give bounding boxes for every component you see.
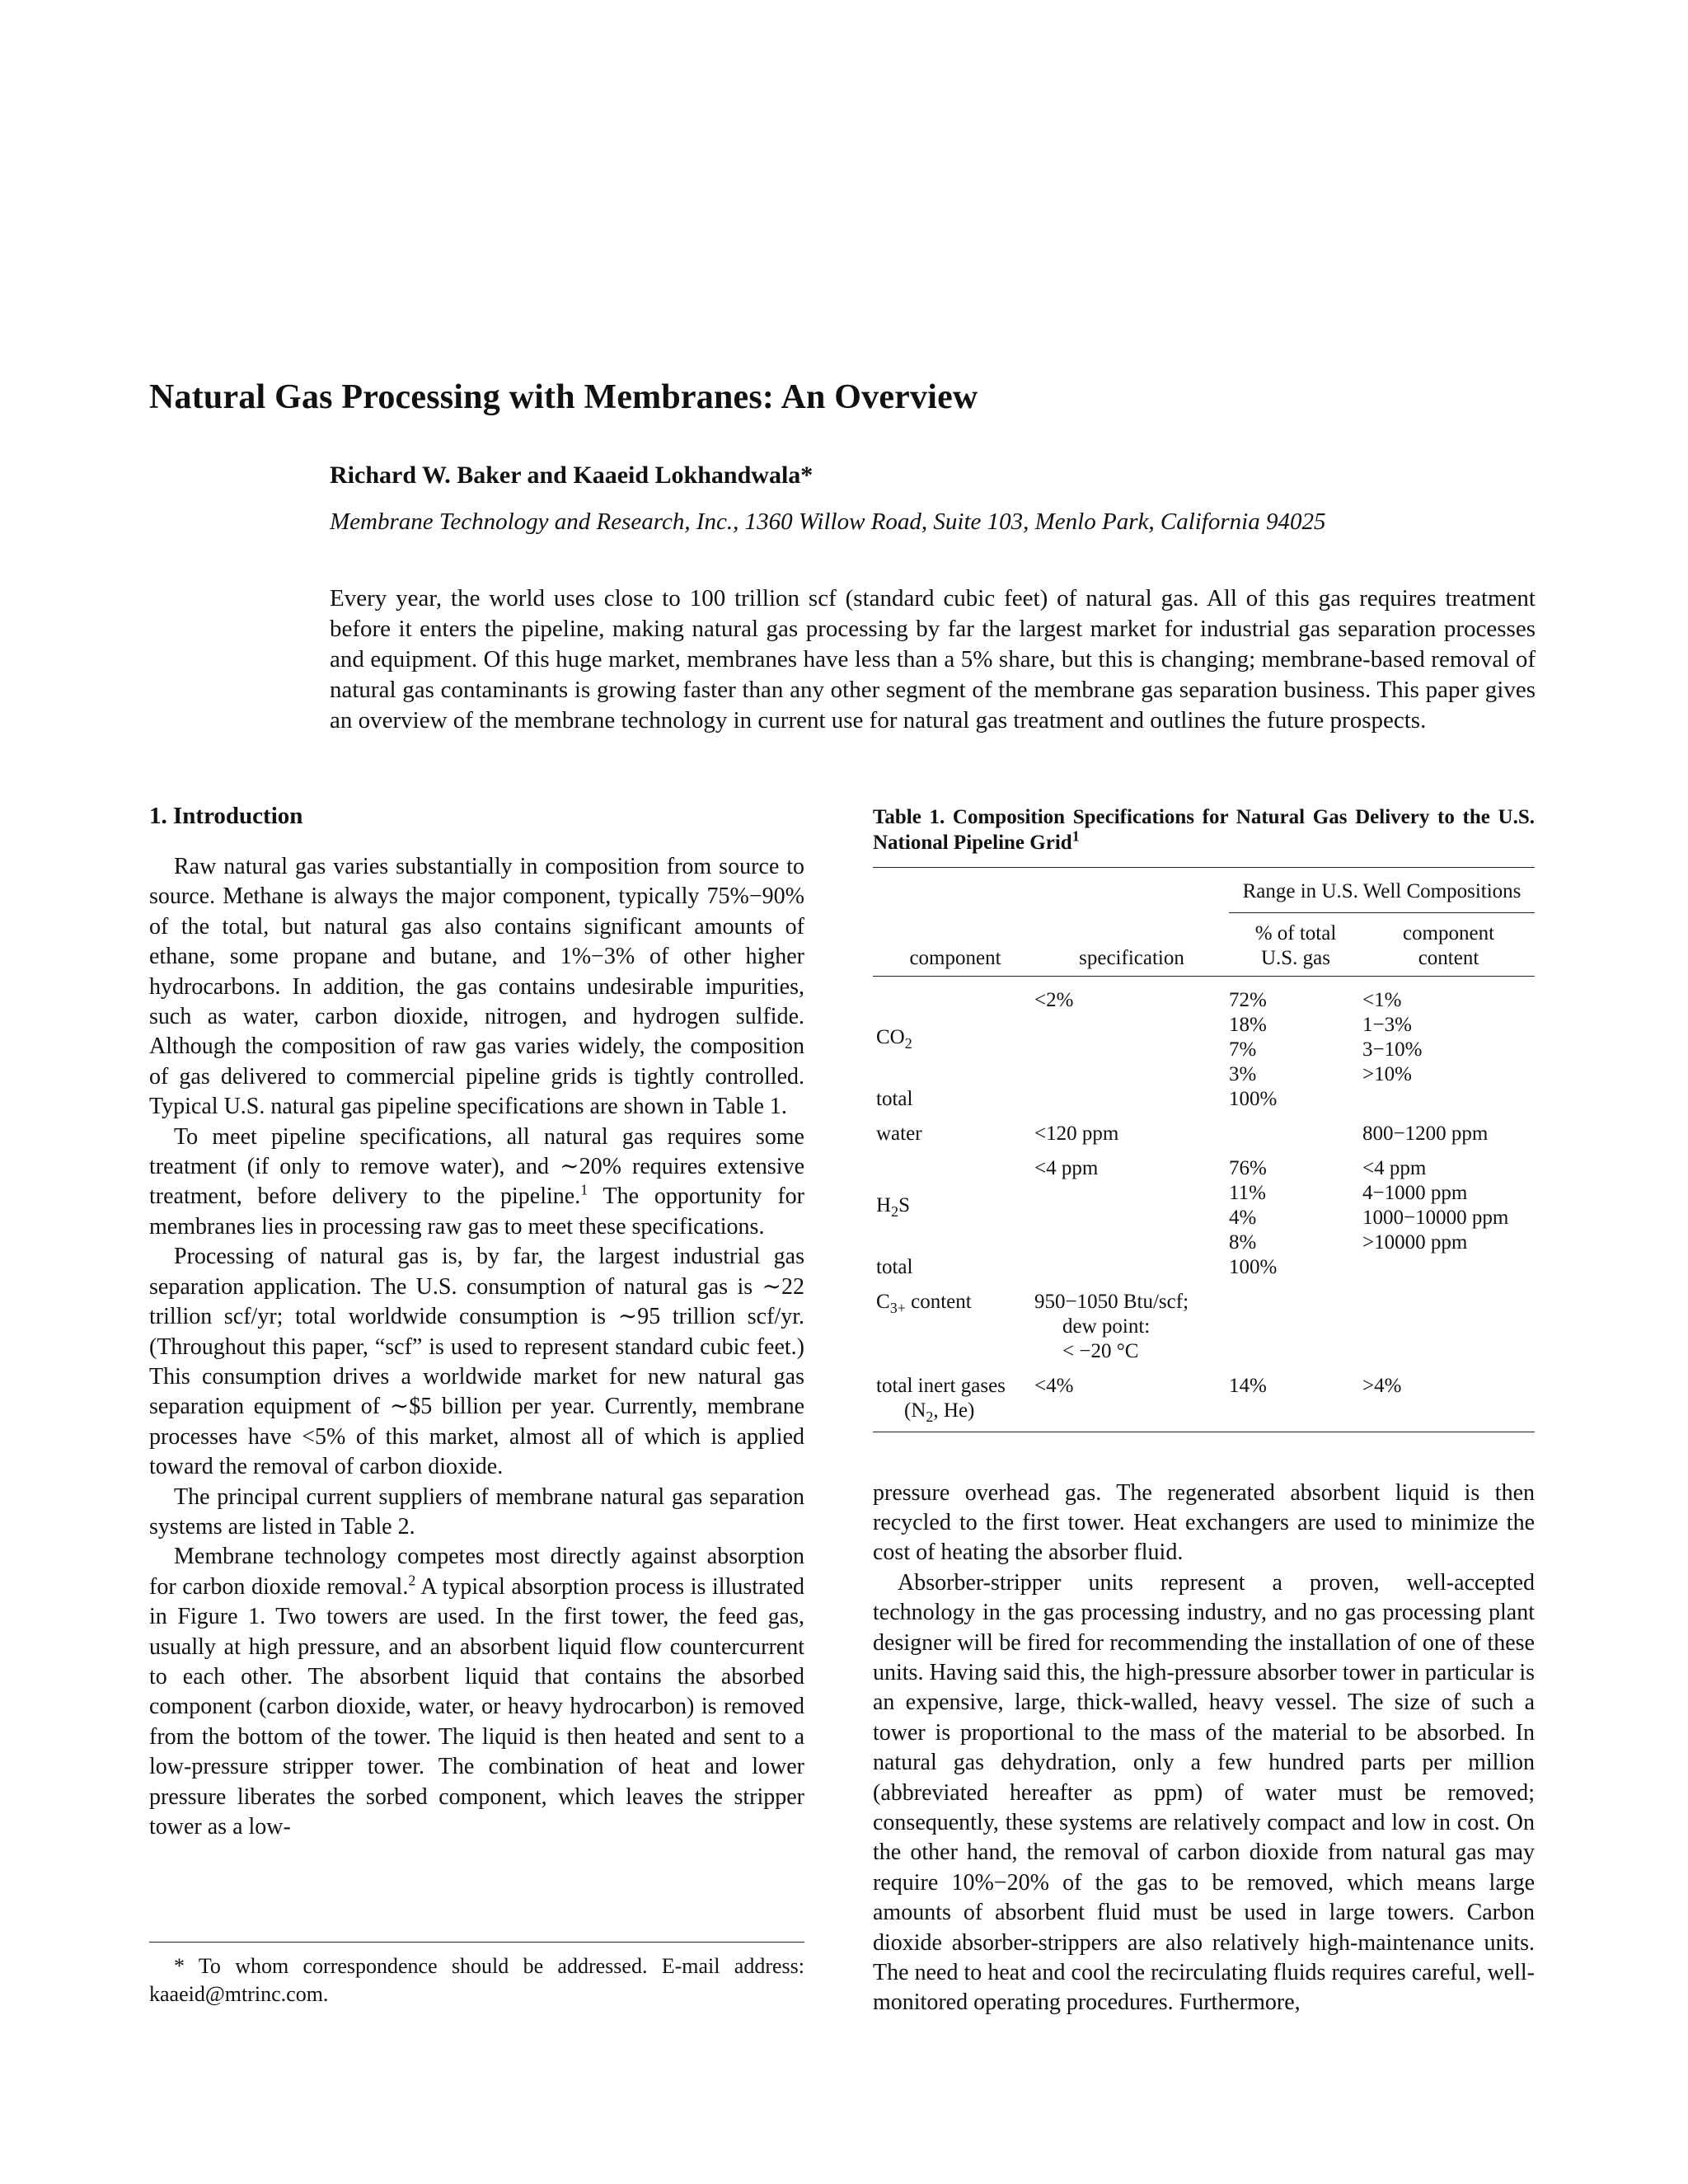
c3-label-text: C (876, 1290, 890, 1313)
table-col-header-specification: specification (1079, 947, 1184, 969)
h2s-label (873, 1146, 1034, 1255)
intro-paragraph-1: Raw natural gas varies substantially in composition from source to source. Methane is always the major component, typically 75%−90% of the total, but natural gas also contains significant amounts of ethane, some propane and butane, and 1%−3% of other higher hydrocarbons. In addition, the gas contains undesirable impurities, such as water, carbon dioxide, nitrogen, and hydrogen sulfide. Although the composition of raw gas varies widely, the composition of gas delivered to commercial pipeline grids is tightly controlled. Typical U.S. natural gas pipeline specifications are shown in Table 1. (149, 854, 804, 1120)
inert-label-line2-subscript: 2 (926, 1408, 934, 1425)
co2-label-text: CO (876, 1025, 905, 1048)
h2s-pct-4: 8% (1229, 1230, 1257, 1254)
inert-label-line2-a: (N (904, 1399, 926, 1422)
table-col-header-content-line2: content (1418, 947, 1479, 969)
reference-marker[interactable]: 1 (580, 1182, 588, 1199)
table-header-cell (873, 868, 1034, 913)
co2-total-label: total (876, 1087, 913, 1110)
table-empty-cell (1362, 1255, 1535, 1280)
co2-pct-3: 7% (1229, 1038, 1257, 1061)
water-spec: <120 ppm (1034, 1122, 1119, 1145)
c3-label (873, 1280, 1034, 1364)
footnote-divider (149, 1942, 804, 1943)
table-1-caption (873, 804, 1535, 855)
table-col-header-component: component (909, 947, 1001, 969)
co2-content-values (1362, 988, 1535, 1087)
abstract: Every year, the world uses close to 100 trillion scf (standard cubic feet) of natural gas. All of this gas requires treatment before it enters the pipeline, making natural gas processing by far the largest market for industrial gas separation processes and equipment. Of this huge market, membranes have less than a 5% share, but this is changing; membrane-based removal of natural gas contaminants is growing faster than any other segment of the membrane gas separation business. This paper gives an overview of the membrane technology in current use for natural gas treatment and outlines the future prospects. (330, 585, 1536, 733)
table-col-header-pct-line2: U.S. gas (1260, 947, 1331, 969)
table-row-h2s (873, 1146, 1535, 1255)
intro-paragraph-5-text: Membrane technology competes most directly against absorption for carbon dioxide removal. (149, 1544, 804, 1600)
inert-label (873, 1364, 1034, 1432)
h2s-label-text: H (876, 1193, 892, 1216)
h2s-pct-1: 76% (1229, 1156, 1267, 1179)
intro-paragraph-2-text: To meet pipeline specifications, all natural gas requires some treatment (if only to remove water), and ∼20% requires extensive treatment, before delivery to the pipeline. (149, 1123, 804, 1210)
inert-content: >4% (1362, 1374, 1402, 1397)
right-column (873, 804, 1535, 2018)
inert-label-line1: total inert gases (876, 1374, 1006, 1397)
table-empty-cell (1034, 1087, 1229, 1112)
inert-pct: 14% (1229, 1374, 1267, 1397)
table-row-inert (873, 1364, 1535, 1432)
h2s-content-values (1362, 1146, 1535, 1255)
co2-content-3: 3−10% (1362, 1038, 1423, 1061)
table-col-header-content-line1: component (1402, 922, 1495, 944)
table-row-c3 (873, 1280, 1535, 1364)
table-col-header-pct-line1: % of total (1254, 922, 1337, 944)
h2s-total-pct: 100% (1229, 1255, 1278, 1278)
table-1-caption-text: Table 1. Composition Specifications for Natural Gas Delivery to the U.S. National Pipeline Grid (873, 806, 1535, 854)
h2s-content-1: <4 ppm (1362, 1156, 1427, 1179)
intro-paragraph-3: Processing of natural gas is, by far, the largest industrial gas separation application. The U.S. consumption of natural gas is ∼22 trillion scf/yr; total worldwide consumption is ∼95 trillion scf/yr. (Throughout this paper, “scf” is used to represent standard cubic feet.) This consumption drives a worldwide market for new natural gas separation equipment of ∼$5 billion per year. Currently, membrane processes have <5% of this market, almost all of which is applied toward the removal of carbon dioxide. (149, 1244, 804, 1480)
intro-paragraph-5-text-cont: A typical absorption process is illustrated in Figure 1. Two towers are used. In the first tower, the feed gas, usually at high pressure, and an absorbent liquid flow countercurrent to each other. The absorbent liquid that contains the absorbed component (carbon dioxide, water, or heavy hydrocarbon) is removed from the bottom of the tower. The liquid is then heated and sent to a low-pressure stripper tower. The combination of heat and lower pressure liberates the sorbed component, which leaves the stripper tower as a low- (149, 1573, 805, 1840)
h2s-pct-3: 4% (1229, 1206, 1257, 1229)
table-empty-cell (1362, 1087, 1535, 1112)
table-group-header: Range in U.S. Well Compositions (1229, 868, 1535, 913)
table-empty-cell (1362, 1280, 1535, 1364)
water-label: water (876, 1122, 922, 1145)
author-list: Richard W. Baker and Kaaeid Lokhandwala* (330, 462, 814, 489)
h2s-label-subscript: 2 (891, 1202, 899, 1220)
co2-total-pct: 100% (1229, 1087, 1278, 1110)
table-col-header-pct (1229, 913, 1362, 977)
co2-label-subscript: 2 (904, 1034, 912, 1052)
h2s-pct-values (1229, 1146, 1362, 1255)
c3-spec-line3: < −20 °C (1062, 1339, 1139, 1362)
inert-label-line2 (876, 1399, 1034, 1423)
left-column (149, 801, 804, 1842)
c3-spec-line1: 950−1050 Btu/scf; (1034, 1290, 1189, 1313)
reference-marker[interactable]: 1 (1071, 827, 1080, 845)
co2-spec: <2% (1034, 988, 1074, 1011)
intro-paragraph-5 (149, 1542, 804, 1842)
inert-label-line2-b: , He) (933, 1399, 975, 1422)
table-col-header-content (1362, 913, 1535, 977)
c3-label-subscript: 3+ (889, 1299, 906, 1316)
table-header-cell (1034, 868, 1229, 913)
table-row-co2-total (873, 1087, 1535, 1112)
correspondence-footnote: * To whom correspondence should be addressed. E-mail address: kaaeid@mtrinc.com. (149, 1954, 804, 2006)
intro-paragraph-2 (149, 1122, 804, 1243)
h2s-content-3: 1000−10000 ppm (1362, 1206, 1509, 1229)
table-empty-cell (1229, 1280, 1362, 1364)
c3-spec (1034, 1280, 1229, 1364)
author-affiliation: Membrane Technology and Research, Inc., 1360 Willow Road, Suite 103, Menlo Park, California 94025 (330, 509, 1326, 535)
h2s-content-2: 4−1000 ppm (1362, 1181, 1468, 1204)
right-paragraph-2: Absorber-stripper units represent a proven, well-accepted technology in the gas processing industry, and no gas processing plant designer will be fired for recommending the installation of one of these units. Having said this, the high-pressure absorber tower in particular is an expensive, large, thick-walled, heavy vessel. The size of such a tower is proportional to the mass of the material to be absorbed. In natural gas dehydration, only a few hundred parts per million (abbreviated hereafter as ppm) of water must be removed; consequently, these systems are relatively compact and low in cost. On the other hand, the removal of carbon dioxide from natural gas may require 10%−20% of the gas to be removed, which means large amounts of absorbent fluid must be used in large towers. Carbon dioxide absorber-strippers are also relatively high-maintenance units. The need to heat and cool the recirculating fluids requires careful, well-monitored operating procedures. Furthermore, (873, 1569, 1535, 2016)
table-spacer (873, 977, 1535, 988)
table-row-co2 (873, 988, 1535, 1087)
h2s-content-4: >10000 ppm (1362, 1230, 1468, 1254)
co2-content-4: >10% (1362, 1062, 1412, 1085)
co2-pct-1: 72% (1229, 988, 1267, 1011)
water-content: 800−1200 ppm (1362, 1122, 1489, 1145)
c3-label-text-end: content (905, 1290, 972, 1313)
reference-marker[interactable]: 2 (408, 1572, 416, 1589)
h2s-pct-2: 11% (1229, 1181, 1266, 1204)
intro-paragraph-2-text-cont: The opportunity for membranes lies in processing raw gas to meet these specifications. (149, 1183, 804, 1240)
section-heading-introduction: 1. Introduction (149, 803, 303, 829)
co2-pct-4: 3% (1229, 1062, 1257, 1085)
h2s-total-label: total (876, 1255, 913, 1278)
table-empty-cell (1034, 1255, 1229, 1280)
h2s-label-text-end: S (898, 1193, 910, 1216)
co2-pct-2: 18% (1229, 1013, 1267, 1036)
table-empty-cell (1229, 1112, 1362, 1146)
co2-content-1: <1% (1362, 988, 1402, 1011)
h2s-spec: <4 ppm (1034, 1156, 1099, 1179)
co2-label (873, 988, 1034, 1087)
right-paragraph-1: pressure overhead gas. The regenerated absorbent liquid is then recycled to the first tower. Heat exchangers are used to minimize the cost of heating the absorber fluid. (873, 1479, 1535, 1566)
inert-spec: <4% (1034, 1374, 1074, 1397)
paper-title: Natural Gas Processing with Membranes: An Overview (149, 378, 978, 416)
co2-content-2: 1−3% (1362, 1013, 1412, 1036)
intro-paragraph-4: The principal current suppliers of membrane natural gas separation systems are listed in Table 2. (149, 1483, 804, 1540)
table-row-water (873, 1112, 1535, 1146)
table-row-h2s-total (873, 1255, 1535, 1280)
co2-pct-values (1229, 988, 1362, 1087)
c3-spec-line2: dew point: (1062, 1315, 1151, 1338)
table-1-pipeline-specs (873, 867, 1535, 1432)
